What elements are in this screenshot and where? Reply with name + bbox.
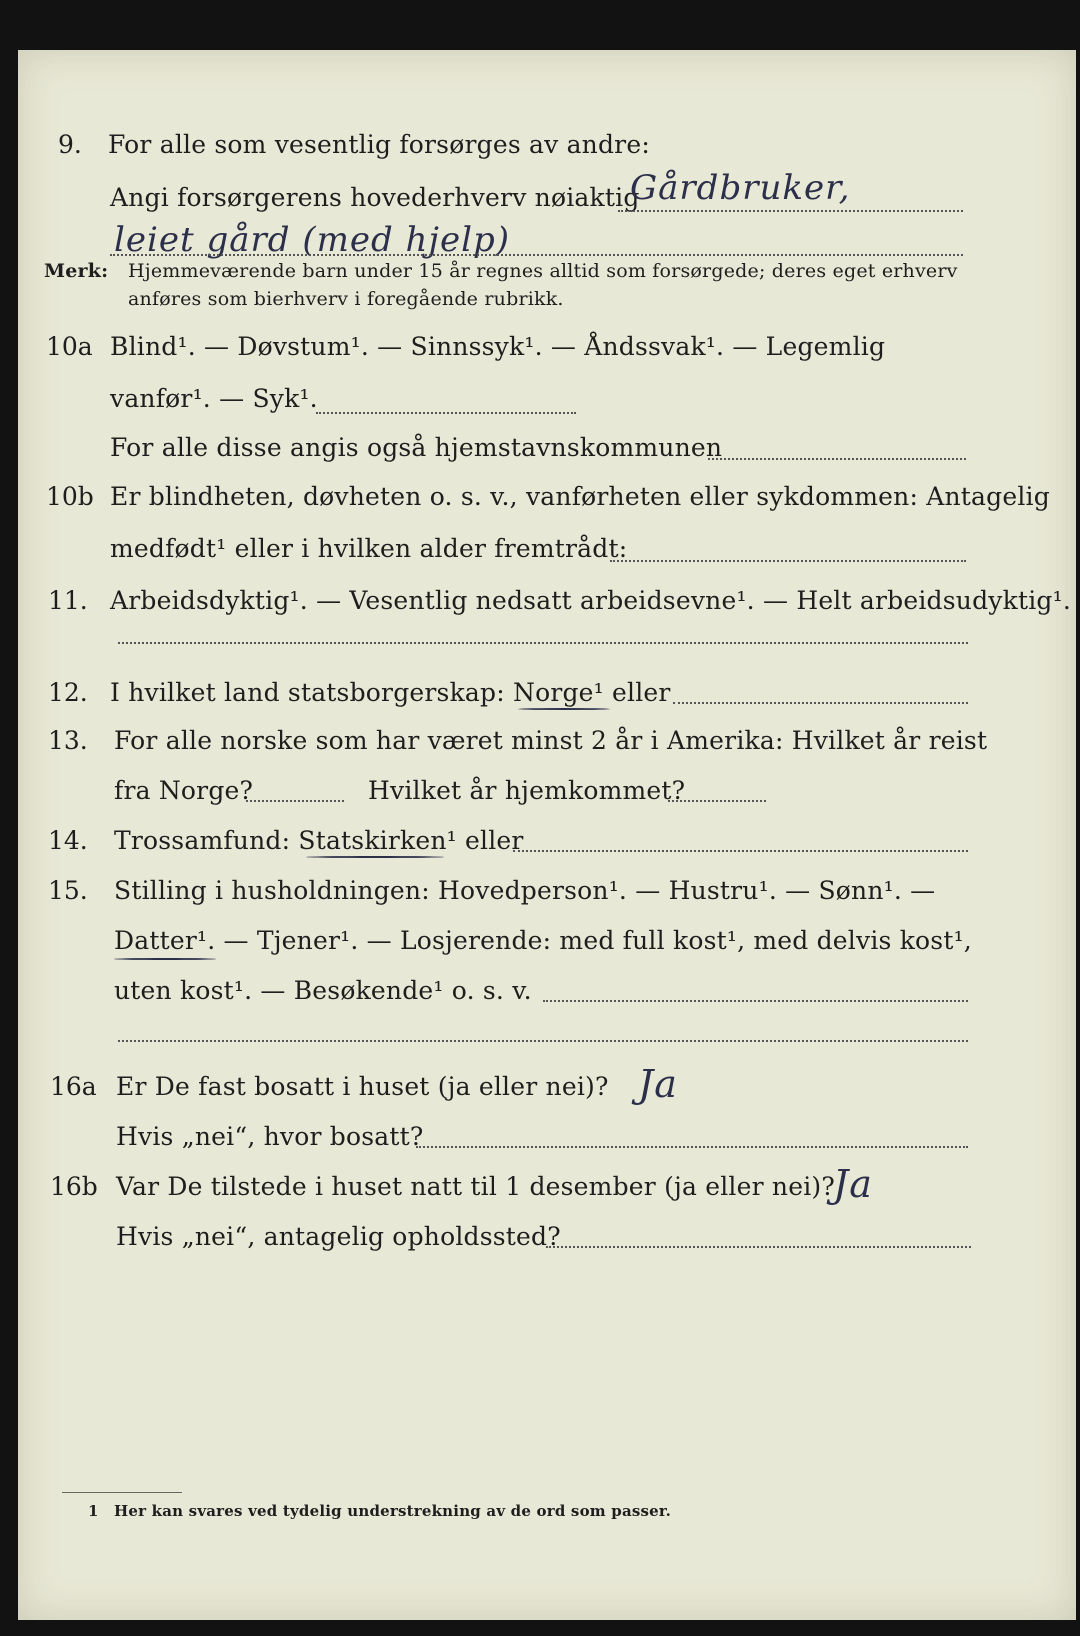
q15-datter-underline: [114, 958, 216, 960]
q10a-number: 10a: [46, 332, 93, 361]
merk-line1: Hjemmeværende barn under 15 år regnes alltid som forsørgede; deres eget erhverv: [128, 260, 958, 282]
q9-answer-line1: [618, 210, 963, 212]
q16a-line1: Er De fast bosatt i huset (ja eller nei)?: [116, 1072, 609, 1101]
q10b-line2: medfødt¹ eller i hvilken alder fremtrådt:: [110, 534, 628, 563]
q16b-handwritten-answer: Ja: [833, 1162, 873, 1206]
merk-line2: anføres som bierhverv i foregående rubrikk.: [128, 288, 564, 310]
q13-answer-line1: [246, 800, 344, 802]
merk-label: Merk:: [44, 260, 109, 282]
q13-line2a: fra Norge?: [114, 776, 254, 805]
q13-line2b: Hvilket år hjemkommet?: [368, 776, 686, 805]
q13-number: 13.: [48, 726, 88, 755]
q15-answer-line1: [543, 1000, 968, 1002]
census-form-page: [18, 50, 1076, 1620]
q9-line2: Angi forsørgerens hovederhverv nøiaktig: [110, 183, 640, 212]
q16a-answer-line: [416, 1146, 968, 1148]
q11-line1: Arbeidsdyktig¹. — Vesentlig nedsatt arbeidsevne¹. — Helt arbeidsudyktig¹.: [110, 586, 1071, 615]
q14-line1: Trossamfund: Statskirken¹ eller: [114, 826, 524, 855]
q9-handwritten-answer1: Gårdbruker,: [630, 168, 851, 208]
q16b-answer-line: [546, 1246, 971, 1248]
q10b-line1: Er blindheten, døvheten o. s. v., vanførheten eller sykdommen: Antagelig: [110, 482, 1050, 511]
footnote-mark: 1: [88, 1502, 99, 1520]
q14-statskirken-underline: [306, 856, 444, 858]
q10a-line1: Blind¹. — Døvstum¹. — Sinnssyk¹. — Åndssvak¹. — Legemlig: [110, 332, 886, 361]
q12-answer-line: [673, 702, 968, 704]
q10a-line3: For alle disse angis også hjemstavnskommunen: [110, 433, 723, 462]
q16a-line2: Hvis „nei“, hvor bosatt?: [116, 1122, 424, 1151]
q9-line1: For alle som vesentlig forsørges av andre:: [108, 130, 650, 159]
q16a-number: 16a: [50, 1072, 97, 1101]
q10a-answer-line1: [316, 412, 576, 414]
q14-answer-line: [513, 850, 968, 852]
q15-line1: Stilling i husholdningen: Hovedperson¹. — Hustru¹. — Sønn¹. —: [114, 876, 936, 905]
q11-answer-line: [118, 642, 968, 644]
q15-line2: Datter¹. — Tjener¹. — Losjerende: med full kost¹, med delvis kost¹,: [114, 926, 972, 955]
q9-answer-line2: [110, 254, 963, 256]
q15-line3: uten kost¹. — Besøkende¹ o. s. v.: [114, 976, 532, 1005]
q15-answer-line2: [118, 1040, 968, 1042]
q16b-line1: Var De tilstede i huset natt til 1 desember (ja eller nei)?: [116, 1172, 835, 1201]
q16b-number: 16b: [50, 1172, 98, 1201]
q16a-handwritten-answer: Ja: [638, 1062, 678, 1106]
q9-handwritten-answer2: leiet gård (med hjelp): [114, 220, 510, 260]
q12-norge-underline: [518, 708, 610, 710]
q10b-number: 10b: [46, 482, 94, 511]
footnote-rule: [62, 1492, 182, 1493]
q16b-line2: Hvis „nei“, antagelig opholdssted?: [116, 1222, 561, 1251]
q15-number: 15.: [48, 876, 88, 905]
q10a-line2: vanfør¹. — Syk¹.: [110, 384, 318, 413]
q10b-answer-line: [610, 560, 966, 562]
q10a-answer-line2: [708, 458, 966, 460]
q13-answer-line2: [668, 800, 766, 802]
q13-line1: For alle norske som har været minst 2 år i Amerika: Hvilket år reist: [114, 726, 988, 755]
q12-line1: I hvilket land statsborgerskap: Norge¹ eller: [110, 678, 671, 707]
footnote-text: Her kan svares ved tydelig understrekning av de ord som passer.: [114, 1502, 672, 1520]
q12-number: 12.: [48, 678, 88, 707]
q11-number: 11.: [48, 586, 88, 615]
q9-number: 9.: [58, 130, 82, 159]
q14-number: 14.: [48, 826, 88, 855]
